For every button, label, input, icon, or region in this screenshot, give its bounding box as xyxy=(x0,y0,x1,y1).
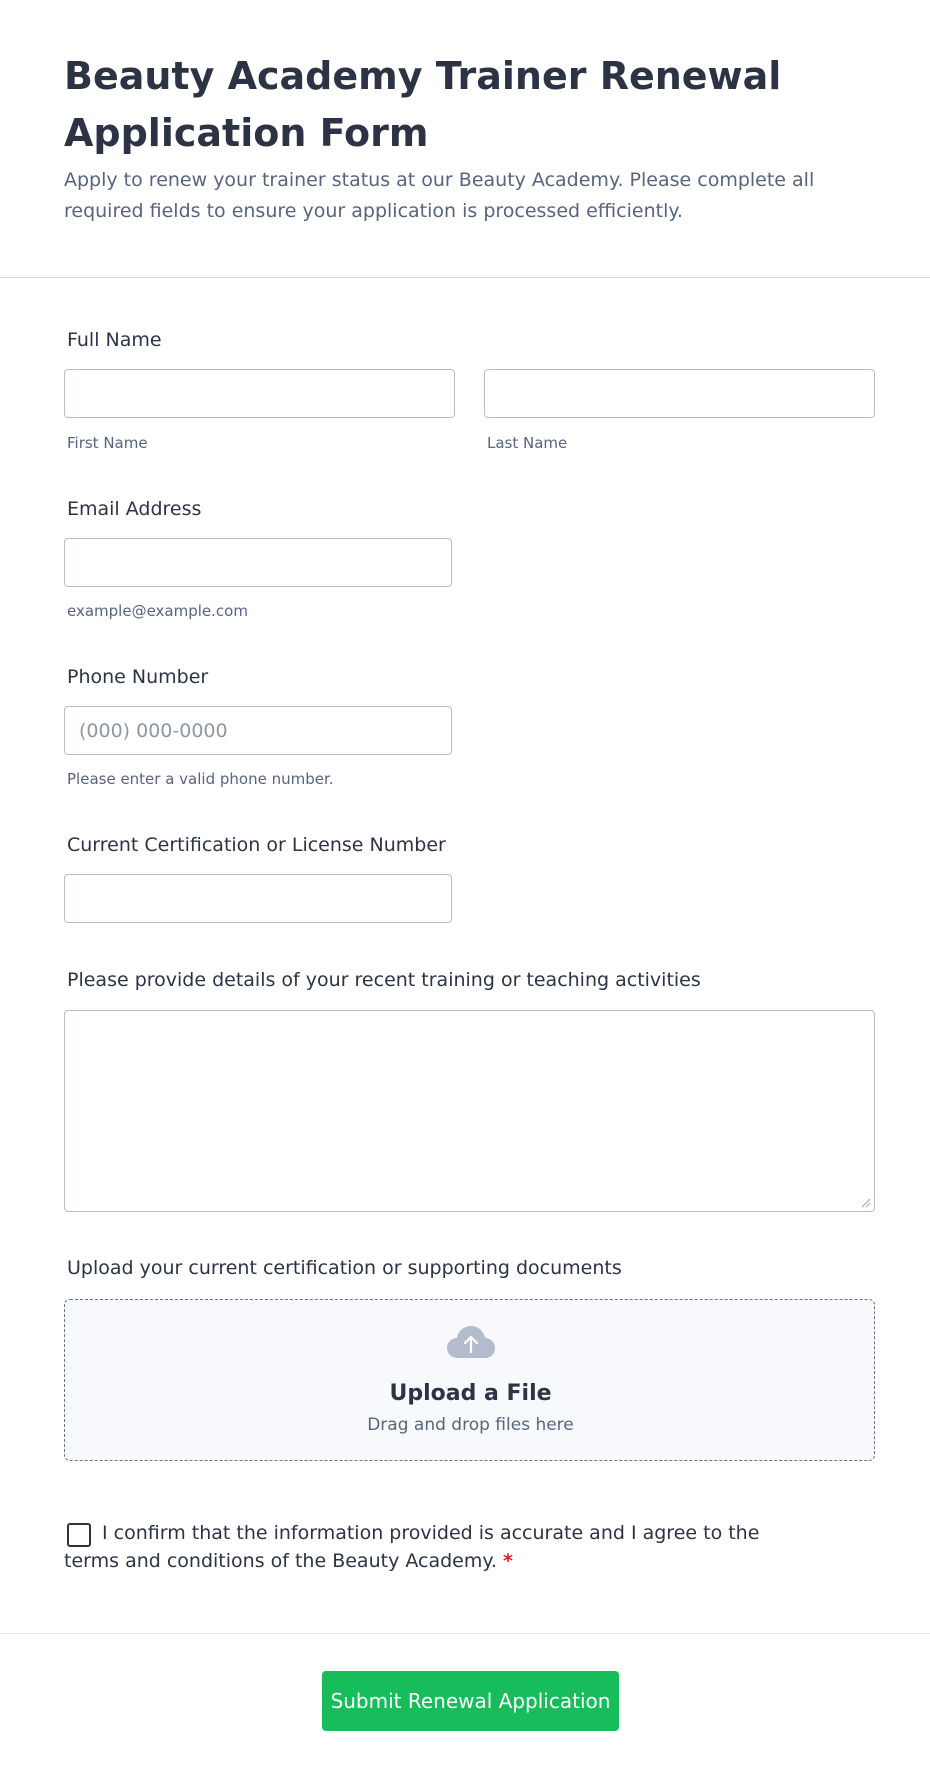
confirm-checkbox[interactable] xyxy=(67,1523,91,1547)
email-input[interactable] xyxy=(64,538,452,587)
page-title: Beauty Academy Trainer Renewal Application Form xyxy=(64,54,782,155)
certification-label: Current Certification or License Number xyxy=(67,834,446,856)
upload-title: Upload a File xyxy=(389,1381,552,1406)
footer-divider xyxy=(0,1633,930,1634)
certification-input[interactable] xyxy=(64,874,452,923)
submit-button[interactable]: Submit Renewal Application xyxy=(322,1671,619,1731)
confirm-statement xyxy=(64,1519,774,1575)
last-name-input[interactable] xyxy=(484,369,875,418)
full-name-label: Full Name xyxy=(67,329,162,351)
email-sublabel: example@example.com xyxy=(67,602,248,620)
required-asterisk: * xyxy=(502,1550,513,1572)
file-upload-dropzone[interactable] xyxy=(64,1299,875,1461)
phone-input[interactable] xyxy=(64,706,452,755)
page-subtitle: Apply to renew your trainer status at our Beauty Academy. Please complete all required fields to ensure your application is processed efficiently. xyxy=(64,169,815,222)
last-name-sublabel: Last Name xyxy=(487,434,568,452)
phone-sublabel: Please enter a valid phone number. xyxy=(67,770,334,788)
training-textarea[interactable] xyxy=(64,1010,875,1212)
phone-label: Phone Number xyxy=(67,666,209,688)
upload-label: Upload your current certification or supporting documents xyxy=(67,1257,622,1279)
upload-subtitle: Drag and drop files here xyxy=(367,1415,574,1435)
form-header xyxy=(0,0,930,278)
first-name-sublabel: First Name xyxy=(67,434,148,452)
training-label: Please provide details of your recent training or teaching activities xyxy=(67,969,701,991)
cloud-upload-icon xyxy=(446,1324,496,1360)
first-name-input[interactable] xyxy=(64,369,455,418)
confirm-text: I confirm that the information provided is accurate and I agree to the terms and conditions of the Beauty Academy. xyxy=(64,1522,760,1572)
resize-grip-icon[interactable] xyxy=(859,1196,871,1208)
email-label: Email Address xyxy=(67,498,202,520)
